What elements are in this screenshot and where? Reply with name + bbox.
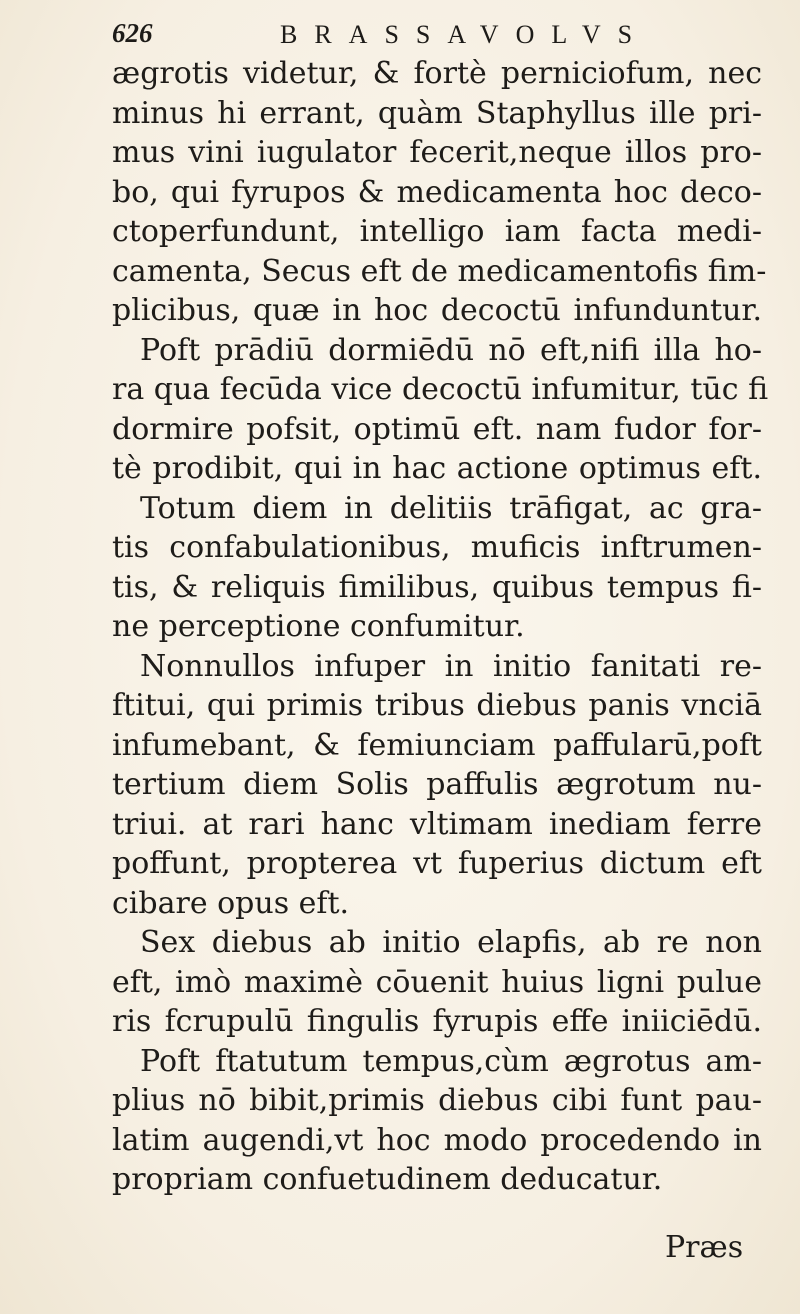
text-line: Totum diem in delitiis trāfigat, ac gra- (140, 490, 762, 526)
text-line: minus hi errant, quàm Staphyllus ille pri- (112, 95, 762, 131)
text-line: tè prodibit, qui in hac actione optimus eft. (112, 451, 762, 486)
text-line: Poft ftatutum tempus,cùm ægrotus am- (140, 1043, 762, 1079)
text-line: poffunt, propterea vt fuperius dictum eft (112, 846, 762, 881)
text-line: tis confabulationibus, muficis inftrumen- (112, 530, 762, 565)
text-line: propriam confuetudinem deducatur. (112, 1162, 663, 1197)
text-line: triui. at rari hanc vltimam inediam ferre (112, 806, 762, 842)
text-line: infumebant, & femiunciam paffularū,poft (112, 727, 762, 763)
text-line: ctoperfundunt, intelligo iam facta medi- (112, 214, 762, 249)
text-line: mus vini iugulator fecerit,neque illos pro- (112, 135, 762, 170)
text-line: camenta, Secus eft de medicamentofis fim- (112, 253, 767, 289)
text-line: bo, qui fyrupos & medicamenta hoc deco- (112, 174, 762, 210)
text-line: ra qua fecūda vice decoctū infumitur, tūc fi (112, 372, 769, 407)
text-line: Nonnullos infuper in initio fanitati re- (140, 648, 762, 684)
text-line: ne perceptione confumitur. (112, 609, 525, 644)
page-number: 626 (112, 18, 153, 48)
running-head (112, 14, 712, 54)
text-line: latim augendi,vt hoc modo procedendo in (112, 1122, 762, 1158)
text-line: cibare opus eft. (112, 885, 350, 921)
text-line: dormire pofsit, optimū eft. nam fudor for- (112, 411, 762, 447)
text-line: plius nō bibit,primis diebus cibi funt pau- (112, 1083, 762, 1118)
text-line: Poft prādiū dormiēdū nō eft,nifi illa ho- (140, 332, 762, 368)
text-line: ægrotis videtur, & fortè perniciofum, nec (112, 56, 762, 91)
catchword: Præs (665, 1230, 744, 1265)
running-title: BRASSAVOLVS (280, 20, 650, 49)
text-line: ris fcrupulū fingulis fyrupis effe iniiciēdū. (112, 1004, 762, 1039)
text-line: ftitui, qui primis tribus diebus panis vnciā (112, 688, 762, 723)
text-line: eft, imò maximè cōuenit huius ligni pulue (112, 964, 762, 1000)
text-line: tis, & reliquis fimilibus, quibus tempus fi- (112, 569, 762, 605)
text-line: plicibus, quæ in hoc decoctū infunduntur. (112, 293, 762, 328)
text-line: Sex diebus ab initio elapfis, ab re non (140, 925, 762, 960)
text-line: tertium diem Solis paffulis ægrotum nu- (112, 767, 762, 802)
